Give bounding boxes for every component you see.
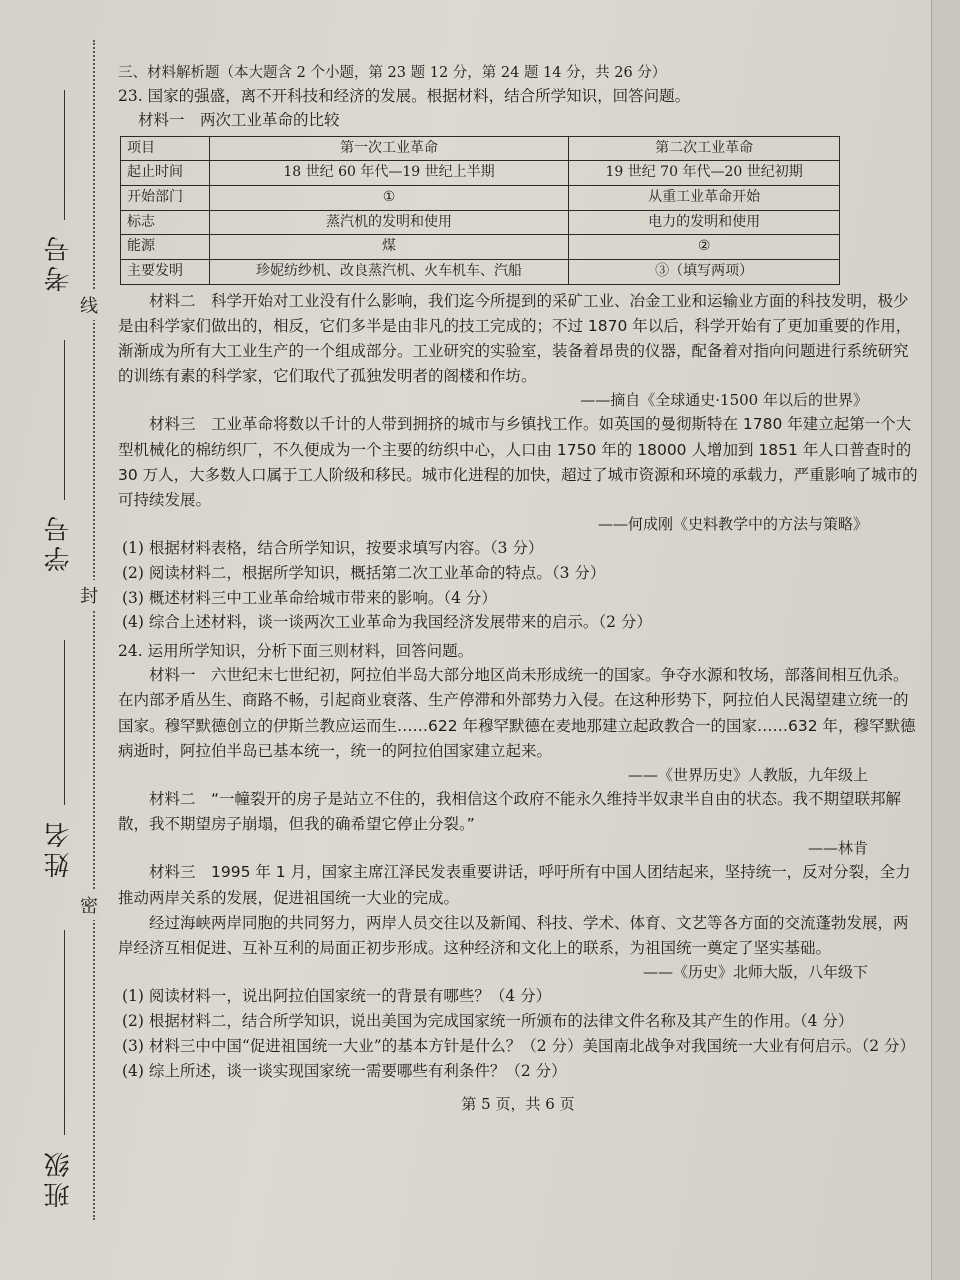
q24-sub1: (1) 阅读材料一，说出阿拉伯国家统一的背景有哪些？（4 分） [122,987,552,1006]
table-header-cell: 第一次工业革命 [209,136,568,161]
table-cell: 开始部门 [121,185,210,210]
table-cell: 标志 [121,210,210,235]
table-cell: 19 世纪 70 年代—20 世纪初期 [569,161,840,186]
q23-material1-title: 材料一 两次工业革命的比较 [138,111,340,130]
seal-char-line: 线 [80,290,98,320]
table-row [121,260,840,285]
q23-material2: 材料二 科学开始对工业没有什么影响，我们迄今所提到的采矿工业、冶金工业和运输业方面的科技发明，极少是由科学家们做出的，相反，它们多半是由非凡的技工完成的；不过 1870 年以后，科学开始有了更加重要的作用，渐渐成为所有大工业生产的一个组成部分。工业研究的实验室，装备着昂贵的仪器，配备着对指向问题进行系统研究的训练有素的科学家，它们取代了孤独发明者的阁楼和作坊。 [118,291,912,386]
seal-char-seal: 封 [80,580,98,610]
exam-number-field-line [64,90,65,220]
table-cell: 主要发明 [121,260,210,285]
table-cell: 18 世纪 60 年代—19 世纪上半期 [209,161,568,186]
class-field-line [64,930,65,1135]
table-cell: 起止时间 [121,161,210,186]
q24-material1: 材料一 六世纪末七世纪初，阿拉伯半岛大部分地区尚未形成统一的国家。争夺水源和牧场，部落间相互仇杀。在内部矛盾丛生、商路不畅，引起商业衰落、生产停滞和外部势力入侵。在这种形势下，阿拉伯人民渴望建立统一的国家。穆罕默德创立的伊斯兰教应运而生……622 年穆罕默德在麦地那建立起政教合一的国家……632 年，穆罕默德病逝时，阿拉伯半岛已基本统一，统一的阿拉伯国家建立起来。 [118,666,916,760]
table-row [121,161,840,186]
q23-sub3: (3) 概述材料三中工业革命给城市带来的影响。（4 分） [122,588,497,607]
q24-material2: 材料二 “一幢裂开的房子是站立不住的，我相信这个政府不能永久维持半奴隶半自由的状态。我不期望联邦解散，我不期望房子崩塌，但我的确希望它停止分裂。” [118,789,902,834]
table-row [121,210,840,235]
q24-material2-source: ——林肯 [807,839,868,858]
table-cell: ② [569,235,840,260]
table-row [121,185,840,210]
q23-material3: 材料三 工业革命将数以千计的人带到拥挤的城市与乡镇找工作。如英国的曼彻斯特在 1780 年建立起第一个大型机械化的棉纺织厂，不久便成为一个主要的纺织中心，人口由 1750 年的 18000 人增加到 1851 年人口普查时的 30 万人，大多数人口属于工人阶级和移民。城市化进程的加快，超过了城市资源和环境的承载力，严重影响了城市的可持续发展。 [118,415,918,509]
q24-material3-p1: 材料三 1995 年 1 月，国家主席江泽民发表重要讲话，呼吁所有中国人团结起来，坚持统一，反对分裂，全力推动两岸关系的发展，促进祖国统一大业的完成。 [118,863,911,907]
table-cell: 从重工业革命开始 [569,185,840,210]
exam-content [118,62,918,1117]
student-number-label: 学号 [44,512,74,572]
binding-dotted-line [93,40,95,1220]
table-cell: 煤 [209,235,568,260]
table-header-row [121,136,840,161]
table-cell: 珍妮纺纱机、改良蒸汽机、火车机车、汽船 [209,260,568,285]
q23-sub4: (4) 综合上述材料，谈一谈两次工业革命为我国经济发展带来的启示。（2 分） [122,613,652,632]
table-row [121,235,840,260]
q24-stem: 24. 运用所学知识，分析下面三则材料，回答问题。 [118,642,474,661]
table-cell: ① [209,185,568,210]
q24-material3-p2: 经过海峡两岸同胞的共同努力，两岸人员交往以及新闻、科技、学术、体育、文艺等各方面的交流蓬勃发展，两岸经济互相促进、互补互利的局面正初步形成。这种经济和文化上的联系，为祖国统一奠定了坚实基础。 [118,913,909,957]
table-cell: ③（填写两项） [569,260,840,285]
section-title: 三、材料解析题（本大题含 2 个小题，第 23 题 12 分，第 24 题 14 分，共 26 分） [118,65,667,81]
q24-material3-source: ——《历史》北师大版，八年级下 [642,962,868,981]
table-cell: 电力的发明和使用 [569,210,840,235]
student-number-field-line [64,340,65,500]
q23-sub1: (1) 根据材料表格，结合所学知识，按要求填写内容。（3 分） [122,539,544,558]
q24-material1-source: ——《世界历史》人教版，九年级上 [627,765,868,784]
seal-char-secret: 密 [80,890,98,920]
q23-stem: 23. 国家的强盛，离不开科技和经济的发展。根据材料，结合所学知识，回答问题。 [118,87,691,106]
name-field-line [64,640,65,805]
table-header-cell: 项目 [121,136,210,161]
class-label: 班级 [44,1148,74,1208]
q24-sub2: (2) 根据材料二，结合所学知识，说出美国为完成国家统一所颁布的法律文件名称及其产生的作用。（4 分） [122,1011,854,1030]
exam-number-label: 考号 [44,232,74,292]
table-header-cell: 第二次工业革命 [569,136,840,161]
q23-sub2: (2) 阅读材料二，根据所学知识，概括第二次工业革命的特点。（3 分） [122,563,606,582]
q24-sub3: (3) 材料三中中国“促进祖国统一大业”的基本方针是什么？（2 分）美国南北战争对我国统一大业有何启示。（2 分） [122,1036,916,1055]
page-number: 第 5 页，共 6 页 [461,1095,575,1114]
table-cell: 能源 [121,235,210,260]
q24-sub4: (4) 综上所述，谈一谈实现国家统一需要哪些有利条件？（2 分） [122,1061,567,1080]
name-label: 姓名 [44,818,74,878]
industrial-revolution-table [120,136,840,285]
q23-material2-source: ——摘自《全球通史·1500 年以后的世界》 [580,391,868,410]
table-cell: 蒸汽机的发明和使用 [209,210,568,235]
next-page-edge [931,0,960,1280]
q23-material3-source: ——何成刚《史料教学中的方法与策略》 [597,514,868,533]
